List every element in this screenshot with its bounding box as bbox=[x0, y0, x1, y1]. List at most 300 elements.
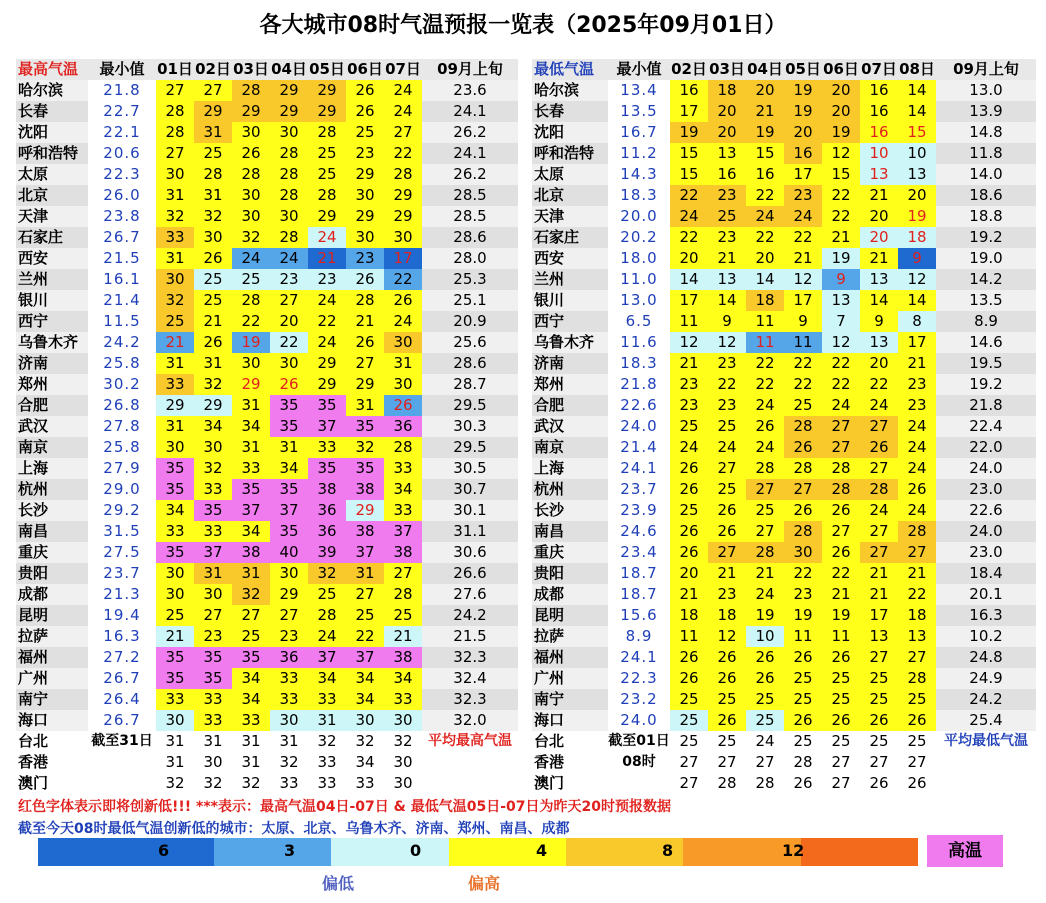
min-value: 21.3 bbox=[88, 584, 156, 605]
temp-cell: 34 bbox=[346, 752, 384, 773]
city-name: 海口 bbox=[532, 710, 608, 731]
temp-cell: 40 bbox=[270, 542, 308, 563]
temp-cell: 11 bbox=[746, 311, 784, 332]
table-row bbox=[532, 353, 1036, 374]
temp-cell: 24 bbox=[308, 290, 346, 311]
city-name: 乌鲁木齐 bbox=[16, 332, 88, 353]
temp-cell: 26 bbox=[346, 269, 384, 290]
temp-cell: 17 bbox=[670, 290, 708, 311]
temp-cell: 28 bbox=[270, 185, 308, 206]
temp-cell: 28 bbox=[746, 542, 784, 563]
temp-cell: 22 bbox=[822, 185, 860, 206]
city-name: 呼和浩特 bbox=[16, 143, 88, 164]
table-row bbox=[16, 710, 518, 731]
column-header: 最高气温 bbox=[16, 59, 88, 80]
temp-cell: 30 bbox=[156, 164, 194, 185]
temp-cell: 17 bbox=[784, 164, 822, 185]
temp-cell: 24 bbox=[384, 101, 422, 122]
table-row bbox=[16, 101, 518, 122]
min-value: 18.3 bbox=[608, 353, 670, 374]
city-name: 重庆 bbox=[16, 542, 88, 563]
city-name: 上海 bbox=[532, 458, 608, 479]
temp-cell: 14 bbox=[746, 269, 784, 290]
temp-cell: 27 bbox=[384, 122, 422, 143]
city-name: 兰州 bbox=[16, 269, 88, 290]
temp-cell: 16 bbox=[708, 164, 746, 185]
city-name: 长沙 bbox=[532, 500, 608, 521]
temp-cell: 30 bbox=[384, 374, 422, 395]
temp-cell: 25 bbox=[784, 395, 822, 416]
min-value: 24.1 bbox=[608, 458, 670, 479]
min-value: 11.2 bbox=[608, 143, 670, 164]
temp-cell: 25 bbox=[346, 122, 384, 143]
temp-cell: 19 bbox=[232, 332, 270, 353]
temp-cell: 24 bbox=[232, 248, 270, 269]
temp-cell: 30 bbox=[346, 710, 384, 731]
temp-cell: 26 bbox=[270, 374, 308, 395]
temp-cell: 30 bbox=[384, 773, 422, 794]
temp-cell: 28 bbox=[822, 458, 860, 479]
temp-cell: 37 bbox=[346, 647, 384, 668]
record-low-note: 截至今天08时最低气温创新低的城市：太原、北京、乌鲁木齐、济南、郑州、南昌、成都 bbox=[18, 821, 570, 837]
temp-cell: 19 bbox=[746, 605, 784, 626]
min-value: 24.0 bbox=[608, 416, 670, 437]
temp-cell: 25 bbox=[822, 689, 860, 710]
temp-cell: 21 bbox=[156, 332, 194, 353]
temp-cell: 24 bbox=[898, 500, 936, 521]
decade-average: 28.6 bbox=[422, 227, 518, 248]
min-value: 30.2 bbox=[88, 374, 156, 395]
temp-cell: 25 bbox=[746, 689, 784, 710]
city-name: 北京 bbox=[16, 185, 88, 206]
table-row bbox=[532, 290, 1036, 311]
temp-cell: 28 bbox=[784, 521, 822, 542]
temp-cell: 28 bbox=[308, 605, 346, 626]
temp-cell: 27 bbox=[860, 752, 898, 773]
temp-cell: 35 bbox=[156, 458, 194, 479]
table-row bbox=[532, 521, 1036, 542]
min-value: 11.6 bbox=[608, 332, 670, 353]
temp-cell: 37 bbox=[232, 500, 270, 521]
min-temp-table bbox=[532, 59, 1036, 794]
temp-cell: 31 bbox=[232, 437, 270, 458]
min-value: 26.4 bbox=[88, 689, 156, 710]
decade-average: 14.8 bbox=[936, 122, 1036, 143]
temp-cell: 27 bbox=[746, 479, 784, 500]
min-value: 6.5 bbox=[608, 311, 670, 332]
temp-cell: 26 bbox=[708, 500, 746, 521]
table-row bbox=[16, 80, 518, 101]
decade-average: 23.0 bbox=[936, 542, 1036, 563]
temp-cell: 30 bbox=[384, 752, 422, 773]
temp-cell: 21 bbox=[308, 248, 346, 269]
temp-cell: 32 bbox=[308, 563, 346, 584]
temp-cell: 21 bbox=[746, 563, 784, 584]
city-name: 沈阳 bbox=[532, 122, 608, 143]
temp-cell: 16 bbox=[860, 101, 898, 122]
temp-cell: 30 bbox=[156, 710, 194, 731]
temp-cell: 24 bbox=[822, 395, 860, 416]
min-value: 26.7 bbox=[88, 668, 156, 689]
temp-cell: 29 bbox=[346, 374, 384, 395]
average-label: 平均最高气温 bbox=[422, 731, 518, 752]
temp-cell: 24 bbox=[670, 206, 708, 227]
temp-cell: 21 bbox=[860, 584, 898, 605]
temp-cell: 29 bbox=[308, 80, 346, 101]
temp-cell: 30 bbox=[270, 122, 308, 143]
temp-cell: 29 bbox=[156, 395, 194, 416]
temp-cell: 18 bbox=[708, 80, 746, 101]
city-name: 成都 bbox=[16, 584, 88, 605]
temp-cell: 21 bbox=[784, 248, 822, 269]
temp-cell: 26 bbox=[822, 647, 860, 668]
temp-cell: 14 bbox=[898, 290, 936, 311]
table-row bbox=[532, 416, 1036, 437]
temp-cell: 31 bbox=[270, 731, 308, 752]
temp-cell: 32 bbox=[384, 731, 422, 752]
temp-cell: 27 bbox=[270, 290, 308, 311]
column-header: 02日 bbox=[671, 60, 707, 78]
temp-cell: 25 bbox=[860, 731, 898, 752]
temp-cell: 14 bbox=[898, 80, 936, 101]
legend-segment bbox=[331, 838, 390, 866]
min-value: 14.3 bbox=[608, 164, 670, 185]
temp-cell: 20 bbox=[270, 311, 308, 332]
decade-average: 13.5 bbox=[936, 290, 1036, 311]
temp-cell: 28 bbox=[308, 122, 346, 143]
city-name: 郑州 bbox=[16, 374, 88, 395]
temp-cell: 17 bbox=[784, 290, 822, 311]
temp-cell: 30 bbox=[270, 353, 308, 374]
city-name: 西宁 bbox=[532, 311, 608, 332]
temp-cell: 31 bbox=[194, 563, 232, 584]
temp-cell: 28 bbox=[746, 773, 784, 794]
decade-average: 30.3 bbox=[422, 416, 518, 437]
legend-segment bbox=[273, 838, 332, 866]
temp-cell: 28 bbox=[822, 479, 860, 500]
min-value: 16.3 bbox=[88, 626, 156, 647]
temp-cell: 25 bbox=[746, 500, 784, 521]
city-name: 拉萨 bbox=[16, 626, 88, 647]
city-name: 西安 bbox=[532, 248, 608, 269]
temp-cell: 33 bbox=[194, 710, 232, 731]
table-row bbox=[532, 101, 1036, 122]
temp-cell: 28 bbox=[384, 437, 422, 458]
decade-average: 28.6 bbox=[422, 353, 518, 374]
extra-row bbox=[16, 773, 518, 794]
table-row bbox=[532, 122, 1036, 143]
city-name: 武汉 bbox=[532, 416, 608, 437]
legend-segment bbox=[625, 838, 684, 866]
decade-average: 19.0 bbox=[936, 248, 1036, 269]
table-row bbox=[532, 185, 1036, 206]
temp-cell: 26 bbox=[784, 437, 822, 458]
temp-cell: 21 bbox=[194, 311, 232, 332]
temp-cell: 28 bbox=[156, 101, 194, 122]
temp-cell: 30 bbox=[270, 710, 308, 731]
temp-cell: 29 bbox=[232, 374, 270, 395]
temp-cell: 25 bbox=[670, 500, 708, 521]
temp-cell: 29 bbox=[384, 185, 422, 206]
temp-cell: 20 bbox=[784, 122, 822, 143]
temp-cell: 25 bbox=[346, 605, 384, 626]
temp-cell: 13 bbox=[708, 269, 746, 290]
decade-average: 8.9 bbox=[936, 311, 1036, 332]
legend-tick: 4 bbox=[536, 841, 548, 860]
temp-cell: 34 bbox=[346, 689, 384, 710]
temp-cell: 22 bbox=[384, 143, 422, 164]
temp-cell: 33 bbox=[232, 458, 270, 479]
temp-cell: 26 bbox=[670, 458, 708, 479]
average-label bbox=[422, 752, 518, 773]
extra-note bbox=[88, 773, 156, 794]
legend-segment bbox=[38, 838, 97, 866]
temp-cell: 25 bbox=[308, 143, 346, 164]
temp-cell: 26 bbox=[708, 668, 746, 689]
red-note: 红色字体表示即将创新低!!! ***表示：最高气温04日-07日 & 最低气温05日-07日为昨天20时预报数据 bbox=[18, 799, 671, 815]
table-row bbox=[532, 206, 1036, 227]
min-value: 25.8 bbox=[88, 437, 156, 458]
temp-cell: 21 bbox=[670, 584, 708, 605]
temp-cell: 26 bbox=[708, 521, 746, 542]
temp-cell: 13 bbox=[860, 332, 898, 353]
city-name: 郑州 bbox=[532, 374, 608, 395]
temp-cell: 19 bbox=[746, 122, 784, 143]
temp-cell: 26 bbox=[898, 479, 936, 500]
temp-cell: 17 bbox=[860, 605, 898, 626]
decade-average: 14.0 bbox=[936, 164, 1036, 185]
temp-cell: 25 bbox=[670, 710, 708, 731]
city-name: 天津 bbox=[16, 206, 88, 227]
table-row bbox=[532, 311, 1036, 332]
city-name: 太原 bbox=[532, 164, 608, 185]
temp-cell: 27 bbox=[860, 416, 898, 437]
legend-segment bbox=[566, 838, 625, 866]
table-row bbox=[16, 500, 518, 521]
decade-average: 18.8 bbox=[936, 206, 1036, 227]
temp-cell: 34 bbox=[232, 689, 270, 710]
min-value: 29.2 bbox=[88, 500, 156, 521]
column-header: 05日 bbox=[785, 60, 821, 78]
temp-cell: 19 bbox=[784, 80, 822, 101]
legend-segment bbox=[859, 838, 918, 866]
temp-cell: 22 bbox=[822, 563, 860, 584]
temp-cell: 25 bbox=[784, 731, 822, 752]
min-value: 24.2 bbox=[88, 332, 156, 353]
temp-cell: 32 bbox=[270, 752, 308, 773]
temp-cell: 30 bbox=[346, 185, 384, 206]
table-row bbox=[16, 668, 518, 689]
city-name: 杭州 bbox=[16, 479, 88, 500]
temp-cell: 30 bbox=[270, 563, 308, 584]
table-row bbox=[532, 500, 1036, 521]
temp-cell: 30 bbox=[156, 563, 194, 584]
table-row bbox=[532, 458, 1036, 479]
decade-average: 31.1 bbox=[422, 521, 518, 542]
temp-cell: 27 bbox=[194, 80, 232, 101]
temp-cell: 32 bbox=[156, 290, 194, 311]
temp-cell: 22 bbox=[898, 584, 936, 605]
temp-cell: 21 bbox=[860, 185, 898, 206]
city-name: 乌鲁木齐 bbox=[532, 332, 608, 353]
table-row bbox=[532, 143, 1036, 164]
temp-cell: 28 bbox=[232, 290, 270, 311]
temp-cell: 27 bbox=[822, 773, 860, 794]
temp-cell: 18 bbox=[708, 605, 746, 626]
temp-cell: 18 bbox=[746, 290, 784, 311]
temp-cell: 27 bbox=[708, 542, 746, 563]
temp-cell: 14 bbox=[670, 269, 708, 290]
temp-cell: 22 bbox=[784, 374, 822, 395]
min-value: 31.5 bbox=[88, 521, 156, 542]
min-value: 20.6 bbox=[88, 143, 156, 164]
temp-cell: 21 bbox=[670, 353, 708, 374]
temp-cell: 16 bbox=[860, 80, 898, 101]
min-value: 11.0 bbox=[608, 269, 670, 290]
temp-cell: 31 bbox=[156, 248, 194, 269]
temp-cell: 20 bbox=[708, 101, 746, 122]
decade-average: 32.4 bbox=[422, 668, 518, 689]
temp-cell: 13 bbox=[708, 143, 746, 164]
temp-cell: 24 bbox=[746, 206, 784, 227]
temp-cell: 30 bbox=[232, 122, 270, 143]
temp-cell: 30 bbox=[270, 206, 308, 227]
temp-cell: 26 bbox=[670, 479, 708, 500]
temp-cell: 14 bbox=[708, 290, 746, 311]
temp-cell: 16 bbox=[670, 80, 708, 101]
table-row bbox=[532, 605, 1036, 626]
temp-cell: 35 bbox=[194, 668, 232, 689]
temp-cell: 21 bbox=[860, 563, 898, 584]
decade-average: 24.8 bbox=[936, 647, 1036, 668]
table-row bbox=[16, 416, 518, 437]
temp-cell: 30 bbox=[384, 710, 422, 731]
temp-cell: 27 bbox=[898, 542, 936, 563]
temp-cell: 31 bbox=[156, 752, 194, 773]
temp-cell: 27 bbox=[746, 752, 784, 773]
temp-cell: 29 bbox=[270, 80, 308, 101]
city-name: 合肥 bbox=[16, 395, 88, 416]
temp-cell: 29 bbox=[270, 101, 308, 122]
temp-cell: 22 bbox=[708, 374, 746, 395]
min-value: 23.8 bbox=[88, 206, 156, 227]
temp-cell: 19 bbox=[670, 122, 708, 143]
temp-cell: 33 bbox=[384, 458, 422, 479]
table-row bbox=[532, 563, 1036, 584]
min-value: 18.7 bbox=[608, 584, 670, 605]
temp-cell: 31 bbox=[156, 731, 194, 752]
temp-cell: 30 bbox=[346, 227, 384, 248]
min-value: 22.7 bbox=[88, 101, 156, 122]
column-header: 最小值 bbox=[88, 59, 156, 80]
min-value: 19.4 bbox=[88, 605, 156, 626]
column-header: 08日 bbox=[899, 60, 935, 78]
table-row bbox=[16, 269, 518, 290]
temp-cell: 23 bbox=[898, 395, 936, 416]
temp-cell: 25 bbox=[822, 731, 860, 752]
min-value: 26.7 bbox=[88, 710, 156, 731]
temp-cell: 22 bbox=[746, 374, 784, 395]
temp-cell: 30 bbox=[194, 584, 232, 605]
legend-segment bbox=[449, 838, 508, 866]
temp-cell: 32 bbox=[194, 458, 232, 479]
city-name: 广州 bbox=[532, 668, 608, 689]
temp-cell: 22 bbox=[746, 185, 784, 206]
table-row bbox=[532, 269, 1036, 290]
temp-cell: 27 bbox=[232, 605, 270, 626]
table-row bbox=[16, 374, 518, 395]
decade-average: 21.5 bbox=[422, 626, 518, 647]
min-value: 18.7 bbox=[608, 563, 670, 584]
temp-cell: 24 bbox=[746, 437, 784, 458]
city-name: 哈尔滨 bbox=[532, 80, 608, 101]
temp-cell: 34 bbox=[232, 416, 270, 437]
temp-cell: 27 bbox=[898, 752, 936, 773]
temp-cell: 21 bbox=[898, 563, 936, 584]
min-value: 20.0 bbox=[608, 206, 670, 227]
temp-cell: 14 bbox=[860, 290, 898, 311]
temp-cell: 25 bbox=[232, 626, 270, 647]
temp-cell: 23 bbox=[270, 269, 308, 290]
temp-cell: 8 bbox=[898, 311, 936, 332]
temp-cell: 30 bbox=[384, 227, 422, 248]
temp-cell: 20 bbox=[822, 101, 860, 122]
temp-cell: 27 bbox=[822, 416, 860, 437]
city-name: 香港 bbox=[532, 752, 608, 773]
city-name: 贵阳 bbox=[16, 563, 88, 584]
city-name: 天津 bbox=[532, 206, 608, 227]
temp-cell: 34 bbox=[308, 668, 346, 689]
min-value: 24.0 bbox=[608, 710, 670, 731]
temp-cell: 17 bbox=[384, 248, 422, 269]
temp-cell: 26 bbox=[346, 80, 384, 101]
min-value: 27.2 bbox=[88, 647, 156, 668]
temp-cell: 15 bbox=[822, 164, 860, 185]
temp-cell: 25 bbox=[194, 290, 232, 311]
table-row bbox=[16, 605, 518, 626]
temp-cell: 35 bbox=[346, 416, 384, 437]
temp-cell: 20 bbox=[746, 80, 784, 101]
city-name: 北京 bbox=[532, 185, 608, 206]
table-row bbox=[16, 143, 518, 164]
temp-cell: 35 bbox=[308, 458, 346, 479]
temp-cell: 38 bbox=[384, 542, 422, 563]
temp-cell: 30 bbox=[232, 185, 270, 206]
decade-average: 25.3 bbox=[422, 269, 518, 290]
temp-cell: 26 bbox=[746, 668, 784, 689]
temp-cell: 20 bbox=[860, 206, 898, 227]
city-name: 太原 bbox=[16, 164, 88, 185]
temp-cell: 27 bbox=[384, 563, 422, 584]
min-value: 8.9 bbox=[608, 626, 670, 647]
column-header: 03日 bbox=[709, 60, 745, 78]
temp-cell: 12 bbox=[822, 332, 860, 353]
temp-cell: 7 bbox=[822, 311, 860, 332]
decade-average: 24.0 bbox=[936, 458, 1036, 479]
temp-cell: 11 bbox=[670, 311, 708, 332]
average-label: 平均最低气温 bbox=[936, 731, 1036, 752]
temp-cell: 27 bbox=[156, 80, 194, 101]
temp-cell: 24 bbox=[898, 416, 936, 437]
table-row bbox=[16, 542, 518, 563]
temp-cell: 24 bbox=[308, 626, 346, 647]
temp-cell: 34 bbox=[232, 521, 270, 542]
temp-cell: 25 bbox=[784, 668, 822, 689]
temp-cell: 9 bbox=[784, 311, 822, 332]
temp-cell: 38 bbox=[346, 479, 384, 500]
table-row bbox=[16, 521, 518, 542]
decade-average: 30.1 bbox=[422, 500, 518, 521]
